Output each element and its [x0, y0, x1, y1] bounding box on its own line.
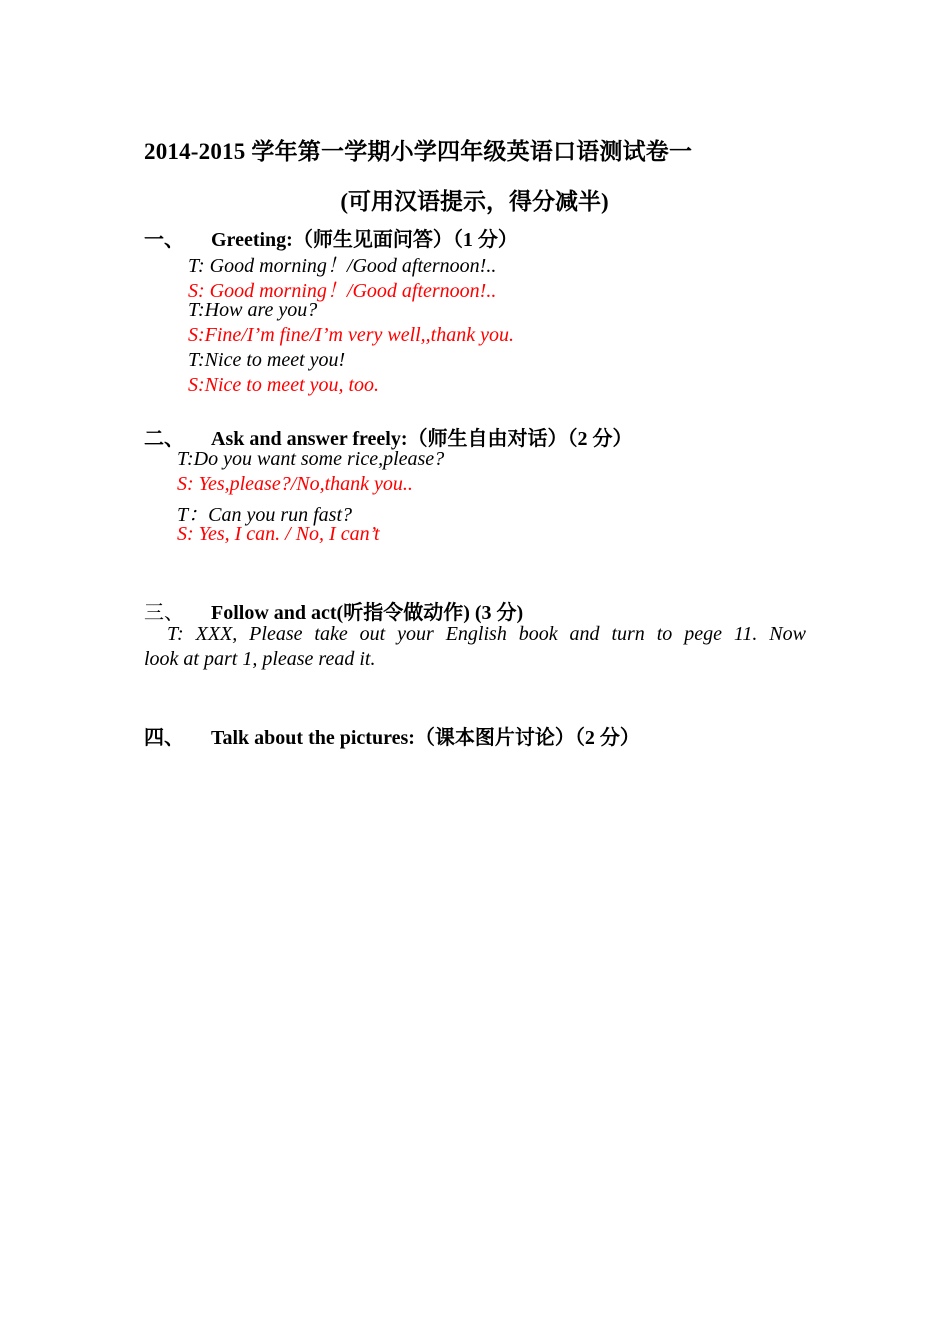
dialogue-line-student: S:Fine/I’m fine/I’m very well,,thank you.: [188, 324, 514, 346]
page-subtitle: [0, 183, 950, 216]
section-2-heading: [144, 422, 632, 451]
dialogue-line-teacher: T：Can you run fast?: [177, 504, 353, 526]
dialogue-line-teacher: T:Do you want some rice,please?: [177, 448, 445, 470]
section-1-title: Greeting:（师生见面问答）（1 分）: [211, 229, 518, 251]
section-3-title: Follow and act(听指令做动作) (3 分): [211, 602, 524, 624]
dialogue-line-student: S:Nice to meet you, too.: [188, 374, 380, 396]
subtitle-text: (可用汉语提示，得分减半): [340, 189, 609, 214]
section-2-title: Ask and answer freely:（师生自由对话）（2 分）: [211, 428, 633, 450]
section-4-heading: [144, 721, 640, 750]
dialogue-line-student: S: Yes, I can. / No, I can’t: [177, 523, 380, 545]
section-3-number: 三、: [144, 602, 184, 624]
section-3-heading: [144, 596, 523, 625]
section-1-number: 一、: [144, 229, 184, 251]
dialogue-line-teacher: T:Nice to meet you!: [188, 349, 346, 371]
instruction-paragraph: [144, 622, 806, 672]
dialogue-line-student: S: Good morning！/Good afternoon!..: [188, 280, 497, 302]
page-title: 2014-2015 学年第一学期小学四年级英语口语测试卷一: [144, 139, 693, 164]
section-2-number: 二、: [144, 428, 184, 450]
instruction-line-1: T: XXX, Please take out your English book and turn to pege 11. Now: [167, 623, 806, 645]
instruction-line-2: look at part 1, please read it.: [144, 648, 376, 670]
section-4-title: Talk about the pictures:（课本图片讨论）（2 分）: [211, 727, 640, 749]
dialogue-line-student: S: Yes,please?/No,thank you..: [177, 473, 413, 495]
section-4-number: 四、: [144, 727, 184, 749]
section-1-heading: [144, 223, 518, 252]
dialogue-line-teacher: T:How are you?: [188, 299, 318, 321]
dialogue-line-teacher: T: Good morning！/Good afternoon!..: [188, 255, 497, 277]
